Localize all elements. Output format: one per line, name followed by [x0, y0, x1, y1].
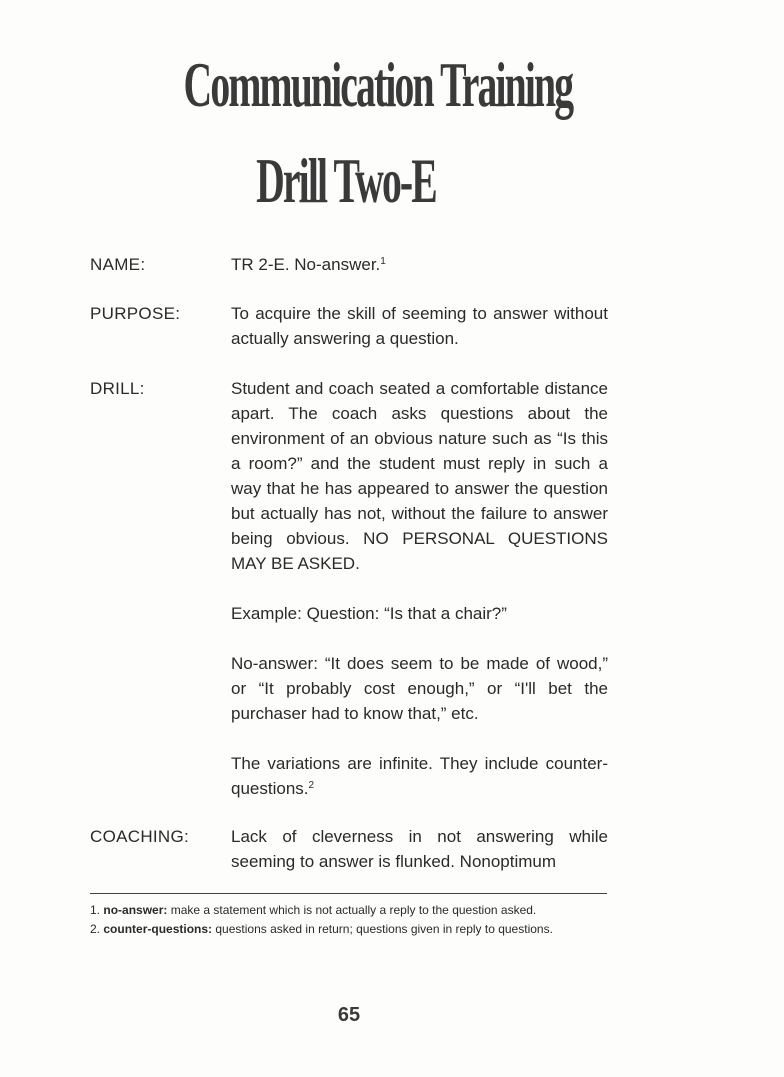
footnote-ref-1: 1 — [380, 256, 386, 267]
title-line-1: Communication Training — [183, 49, 573, 120]
footnote-number: 2. — [90, 922, 101, 936]
coaching-label: COACHING: — [90, 827, 190, 846]
footnote-number: 1. — [90, 903, 101, 917]
drill-label: DRILL: — [90, 379, 145, 398]
footnote-1 — [90, 902, 607, 919]
footnote-divider — [90, 893, 607, 894]
footnotes — [90, 902, 607, 940]
footnote-2 — [90, 921, 607, 938]
footnote-definition: questions asked in return; questions given in reply to questions. — [215, 922, 553, 936]
footnote-ref-2: 2 — [308, 780, 315, 791]
drill-example-answer: No-answer: “It does seem to be made of wood,” or “It probably cost enough,” or “I'll bet the purchaser had to know that,” etc. — [231, 654, 608, 723]
coaching-text: Lack of cleverness in not answering while seeming to answer is flunked. Nonoptimum — [231, 827, 608, 871]
name-content — [231, 252, 608, 277]
drill-paragraph: Student and coach seated a comfortable distance apart. The coach asks questions about the environment of an obvious nature such as “Is this a room?” and the student must reply in such a way that he has appeared to answer the question but actually has not, without the failure to answer being obvious. NO PERSONAL QUESTIONS MAY BE ASKED. — [231, 379, 608, 573]
name-text: TR 2-E. No-answer. — [231, 255, 381, 274]
coaching-content — [231, 824, 608, 874]
footnote-definition: make a statement which is not actually a reply to the question asked. — [170, 903, 537, 917]
name-label: NAME: — [90, 255, 146, 274]
drill-content — [231, 376, 608, 801]
footnote-term: no-answer: — [103, 903, 168, 917]
purpose-text: To acquire the skill of seeming to answer without actually answering a question. — [231, 304, 608, 348]
page-number: 65 — [337, 1004, 361, 1026]
drill-variations — [231, 751, 608, 801]
purpose-content — [231, 301, 608, 351]
purpose-label: PURPOSE: — [90, 304, 181, 323]
drill-example-question: Example: Question: “Is that a chair?” — [231, 604, 507, 623]
footnote-term: counter-questions: — [103, 922, 213, 936]
drill-variations-text: The variations are infinite. They include counter-questions. — [231, 754, 608, 798]
title-line-2: Drill Two-E — [256, 145, 436, 216]
